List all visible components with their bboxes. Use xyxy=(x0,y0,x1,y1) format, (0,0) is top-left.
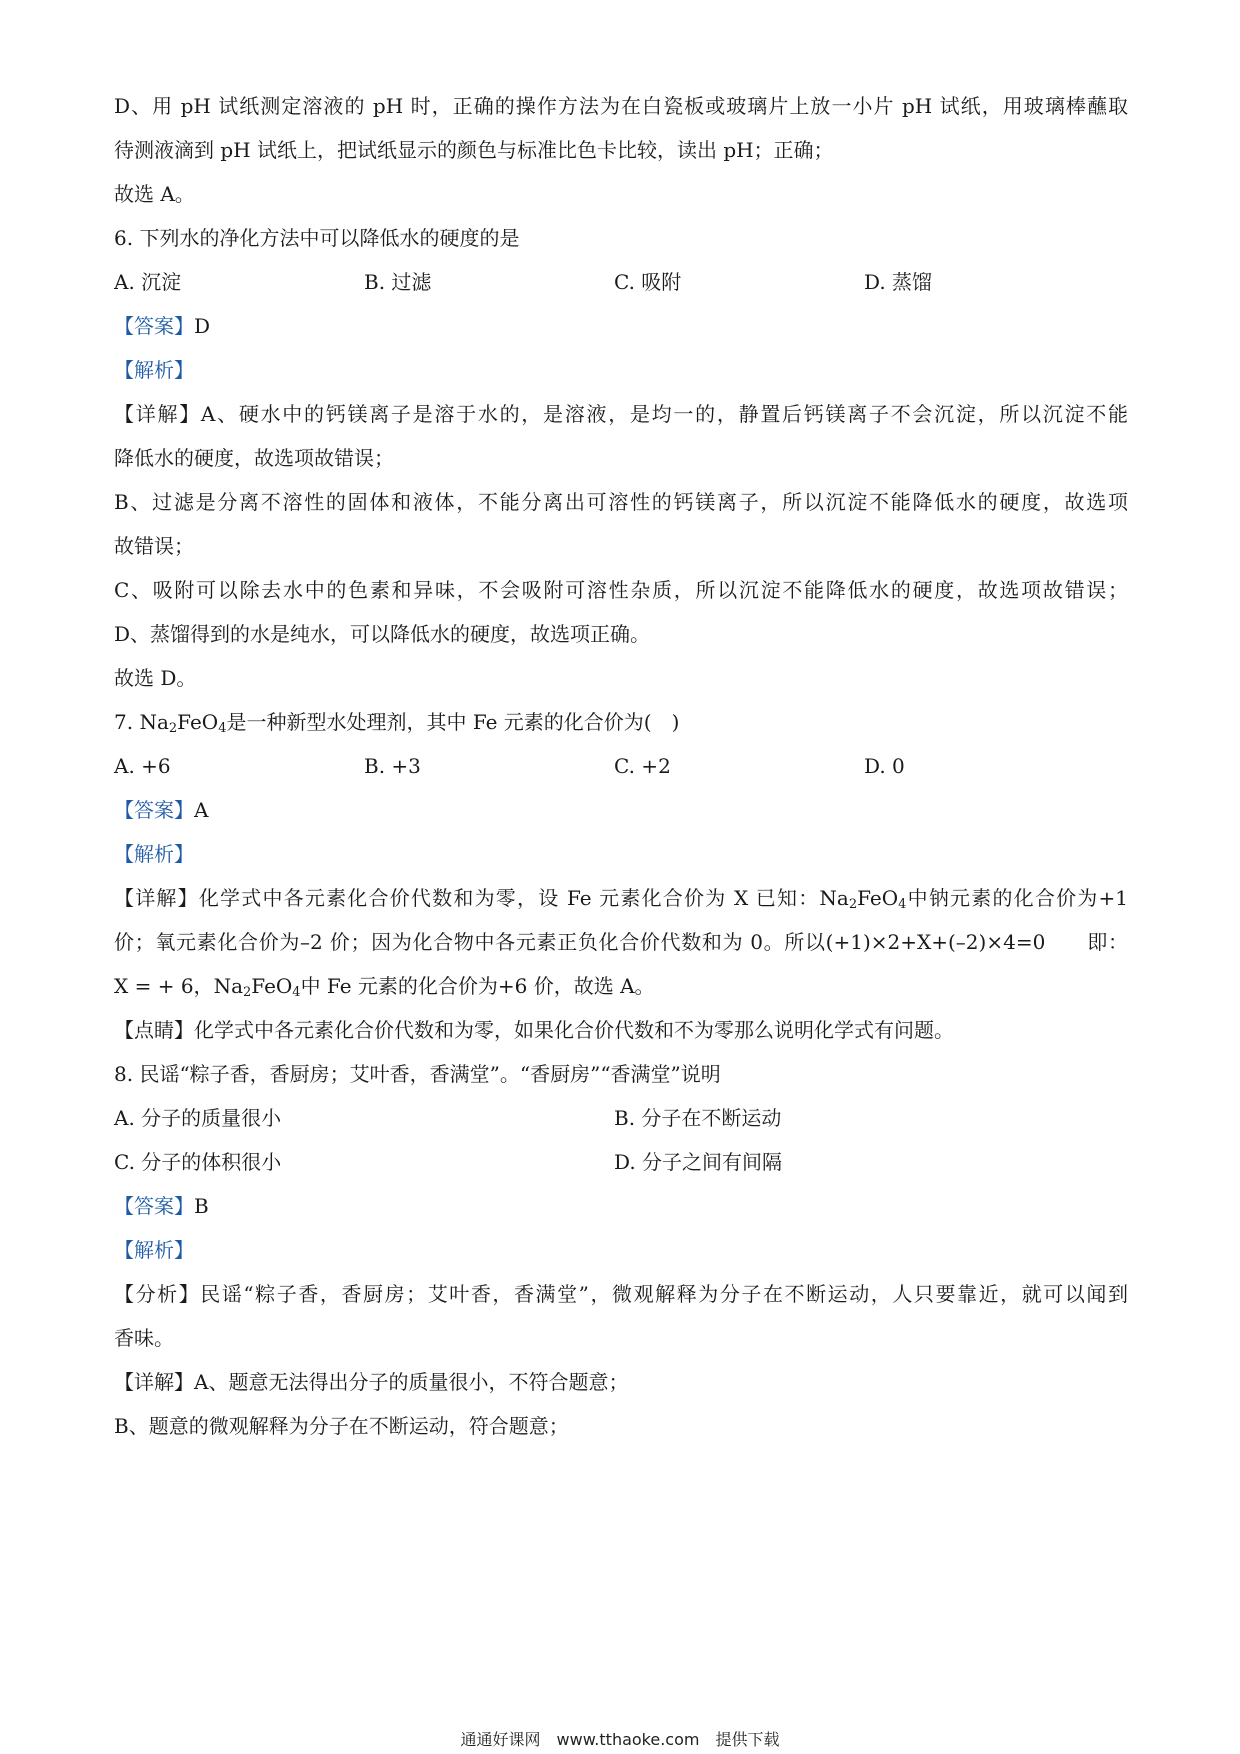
q8-option-c: C. 分子的体积很小 xyxy=(114,1150,282,1174)
q8-answer xyxy=(114,1192,209,1220)
q6-detail-a-text: A、硬水中的钙镁离子是溶于水的，是溶液，是均一的，静置后钙镁离子不会沉淀，所以沉淀不能 xyxy=(200,402,1128,426)
q7-option-b: B. +3 xyxy=(364,754,421,778)
page-footer-watermark: 通通好课网 www.tthaoke.com 提供下载 xyxy=(460,1730,780,1749)
q5-option-d-explanation-line1: D、用 pH 试纸测定溶液的 pH 时，正确的操作方法为在白瓷板或玻璃片上放一小片 pH 试纸，用玻璃棒蘸取 xyxy=(114,94,1128,118)
q5-conclusion: 故选 A。 xyxy=(114,182,195,206)
q6-stem: 6. 下列水的净化方法中可以降低水的硬度的是 xyxy=(114,226,520,250)
q6-detail-a-line2: 降低水的硬度，故选项故错误； xyxy=(114,446,394,470)
formula-sub-2: 2 xyxy=(848,897,858,912)
q7-analysis-heading xyxy=(114,840,194,868)
q7-detail-text-2: 中钠元素的化合价为+1 xyxy=(906,886,1128,910)
formula-feo: FeO xyxy=(177,710,219,734)
q8-detail-a xyxy=(114,1368,628,1396)
q8-fenxi-line1 xyxy=(114,1280,1128,1308)
q7-stem-text: 是一种新型水处理剂，其中 Fe 元素的化合价为( ) xyxy=(226,710,680,734)
q6-detail-c: C、吸附可以除去水中的色素和异味，不会吸附可溶性杂质，所以沉淀不能降低水的硬度，故选项故错误； xyxy=(114,578,1128,602)
formula-sub-2: 2 xyxy=(168,721,178,736)
q8-analysis-heading xyxy=(114,1236,194,1264)
q8-detail-b: B、题意的微观解释为分子在不断运动，符合题意； xyxy=(114,1414,569,1438)
q6-detail-a-line1 xyxy=(114,400,1128,428)
analysis-tag: 【解析】 xyxy=(114,842,194,866)
formula-sub-4: 4 xyxy=(898,897,907,912)
q8-answer-value: B xyxy=(194,1194,209,1218)
fenxi-tag: 【分析】 xyxy=(114,1282,201,1306)
q7-number: 7. xyxy=(114,710,140,734)
q6-answer-value: D xyxy=(194,314,211,338)
q8-stem: 8. 民谣“粽子香，香厨房；艾叶香，香满堂”。“香厨房”“香满堂”说明 xyxy=(114,1062,721,1086)
q6-detail-b-line1: B、过滤是分离不溶性的固体和液体，不能分离出可溶性的钙镁离子，所以沉淀不能降低水的硬度，故选项 xyxy=(114,490,1128,514)
formula-sub-4: 4 xyxy=(218,721,227,736)
q7-option-c: C. +2 xyxy=(614,754,671,778)
q7-comment-text: 化学式中各元素化合价代数和为零，如果化合价代数和不为零那么说明化学式有问题。 xyxy=(194,1018,954,1042)
q8-option-a: A. 分子的质量很小 xyxy=(114,1106,282,1130)
q6-option-b: B. 过滤 xyxy=(364,270,432,294)
q8-fenxi-line2: 香味。 xyxy=(114,1326,174,1350)
q7-detail-line2: 价；氧元素化合价为–2 价；因为化合物中各元素正负化合价代数和为 0。所以(+1)×2+X+(–2)×4=0 即： xyxy=(114,930,1128,954)
q7-detail-line3 xyxy=(114,972,655,1000)
detail-tag: 【详解】 xyxy=(114,886,199,910)
formula-na: Na xyxy=(819,886,849,910)
answer-tag: 【答案】 xyxy=(114,314,194,338)
q5-option-d-explanation-line2: 待测液滴到 pH 试纸上，把试纸显示的颜色与标准比色卡比较，读出 pH；正确； xyxy=(114,138,834,162)
q8-detail-a-text: A、题意无法得出分子的质量很小，不符合题意； xyxy=(194,1370,629,1394)
detail-tag: 【详解】 xyxy=(114,402,201,426)
answer-tag: 【答案】 xyxy=(114,798,194,822)
formula xyxy=(819,886,906,910)
detail-tag: 【详解】 xyxy=(114,1370,194,1394)
formula-feo: FeO xyxy=(857,886,899,910)
q7-stem xyxy=(114,708,679,736)
q7-detail-text-4: 中 Fe 元素的化合价为+6 价，故选 A。 xyxy=(300,974,655,998)
q6-answer xyxy=(114,312,210,340)
q7-comment xyxy=(114,1016,954,1044)
formula-feo: FeO xyxy=(251,974,293,998)
q8-option-b: B. 分子在不断运动 xyxy=(614,1106,782,1130)
formula xyxy=(139,710,226,734)
q7-answer xyxy=(114,796,208,824)
q6-option-a: A. 沉淀 xyxy=(114,270,182,294)
q8-option-d: D. 分子之间有间隔 xyxy=(614,1150,783,1174)
formula-na: Na xyxy=(139,710,169,734)
q7-detail-line1 xyxy=(114,884,1128,912)
formula xyxy=(214,974,301,998)
comment-tag: 【点睛】 xyxy=(114,1018,194,1042)
q7-option-d: D. 0 xyxy=(864,754,905,778)
analysis-tag: 【解析】 xyxy=(114,1238,194,1262)
q6-analysis-heading xyxy=(114,356,194,384)
q6-option-d: D. 蒸馏 xyxy=(864,270,933,294)
analysis-tag: 【解析】 xyxy=(114,358,194,382)
q6-detail-d: D、蒸馏得到的水是纯水，可以降低水的硬度，故选项正确。 xyxy=(114,622,651,646)
q8-fenxi-text: 民谣“粽子香，香厨房；艾叶香，香满堂”，微观解释为分子在不断运动，人只要靠近，就可以闻到 xyxy=(200,1282,1129,1306)
answer-tag: 【答案】 xyxy=(114,1194,194,1218)
formula-sub-4: 4 xyxy=(292,985,301,1000)
q6-detail-b-line2: 故错误； xyxy=(114,534,194,558)
q7-detail-text-3: X = + 6， xyxy=(114,974,214,998)
formula-sub-2: 2 xyxy=(243,985,252,1000)
q6-option-c: C. 吸附 xyxy=(614,270,682,294)
formula-na: Na xyxy=(213,974,243,998)
q7-detail-text-1: 化学式中各元素化合价代数和为零，设 Fe 元素化合价为 X 已知： xyxy=(198,886,820,910)
q7-option-a: A. +6 xyxy=(114,754,171,778)
q7-answer-value: A xyxy=(194,798,209,822)
q6-conclusion: 故选 D。 xyxy=(114,666,197,690)
